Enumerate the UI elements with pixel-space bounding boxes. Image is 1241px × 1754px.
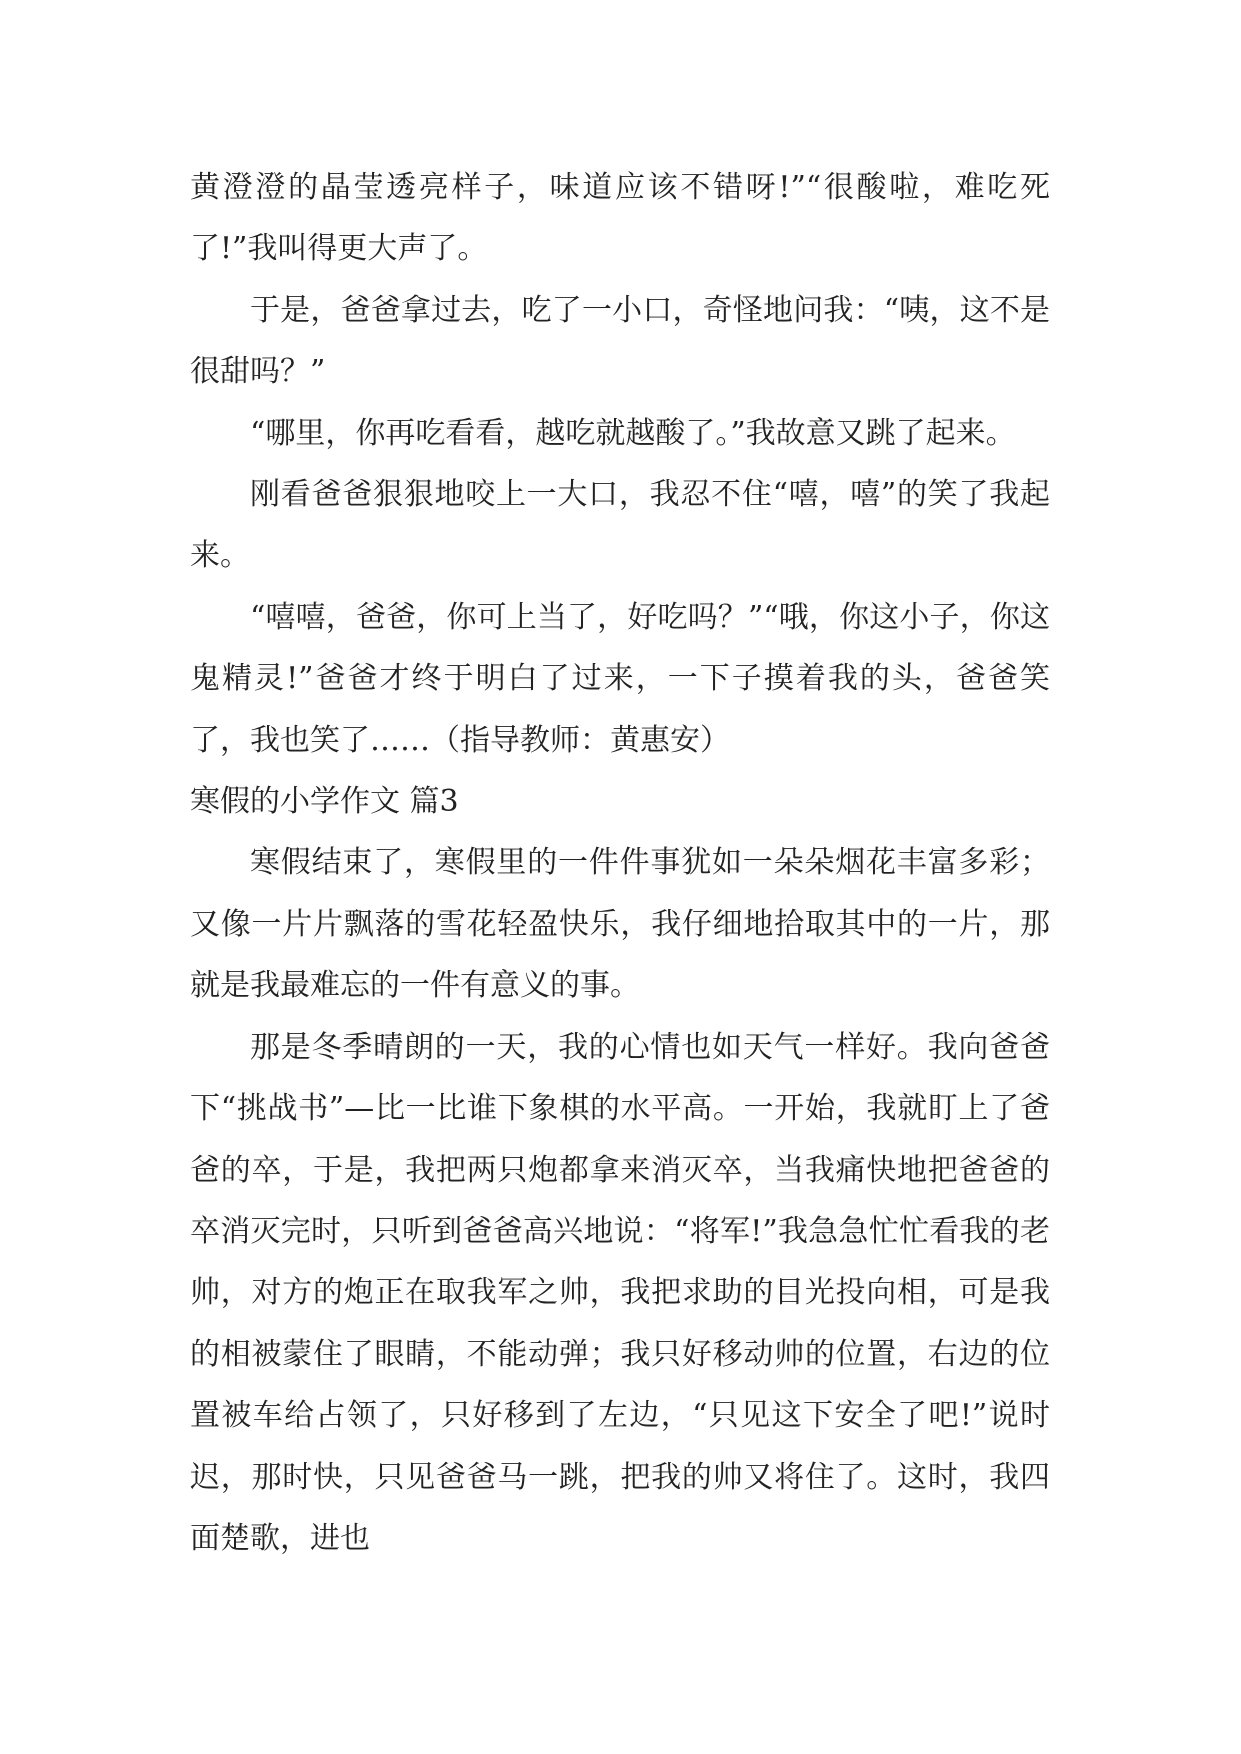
section-paragraph-1: 寒假结束了，寒假里的一件件事犹如一朵朵烟花丰富多彩；又像一片片飘落的雪花轻盈快乐，我仔细地拾取其中的一片，那就是我最难忘的一件有意义的事。 bbox=[190, 845, 1050, 1004]
section-heading: 寒假的小学作文 篇3 bbox=[190, 784, 459, 820]
paragraph-3: “哪里，你再吃看看，越吃就越酸了。”我故意又跳了起来。 bbox=[250, 415, 1016, 451]
paragraph-1: 黄澄澄的晶莹透亮样子，味道应该不错呀!”“很酸啦，难吃死了!”我叫得更大声了。 bbox=[190, 170, 1050, 267]
document-page bbox=[190, 157, 1050, 1569]
paragraph-4: 刚看爸爸狠狠地咬上一大口，我忍不住“嘻，嘻”的笑了我起来。 bbox=[190, 477, 1050, 574]
section-paragraph-2: 那是冬季晴朗的一天，我的心情也如天气一样好。我向爸爸下“挑战书”—比一比谁下象棋的水平高。一开始，我就盯上了爸爸的卒，于是，我把两只炮都拿来消灭卒，当我痛快地把爸爸的卒消灭完时，只听到爸爸高兴地说：“将军!”我急急忙忙看我的老帅，对方的炮正在取我军之帅，我把求助的目光投向相，可是我的相被蒙住了眼睛，不能动弹；我只好移动帅的位置，右边的位置被车给占领了，只好移到了左边，“只见这下安全了吧!”说时迟，那时快，只见爸爸马一跳，把我的帅又将住了。这时，我四面楚歌，进也 bbox=[190, 1029, 1050, 1556]
paragraph-5: “嘻嘻，爸爸，你可上当了，好吃吗？”“哦，你这小子，你这鬼精灵!”爸爸才终于明白了过来，一下子摸着我的头，爸爸笑了，我也笑了……（指导教师：黄惠安） bbox=[190, 599, 1050, 758]
paragraph-2: 于是，爸爸拿过去，吃了一小口，奇怪地问我：“咦，这不是很甜吗？” bbox=[190, 292, 1050, 390]
